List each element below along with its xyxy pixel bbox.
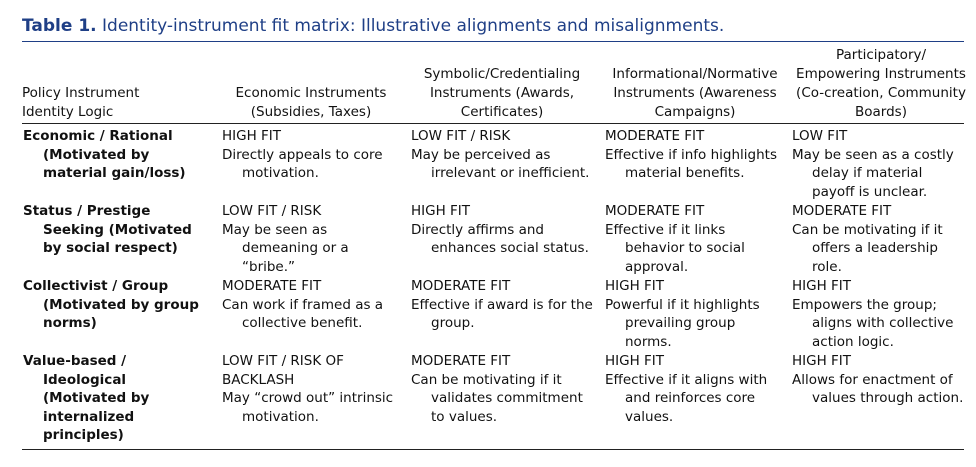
fit-rating: HIGH FIT	[605, 278, 665, 294]
header-rule	[22, 123, 964, 124]
fit-rating: HIGH FIT	[605, 353, 665, 369]
fit-description: May be perceived as irrelevant or inefficient.	[411, 146, 590, 182]
table-caption	[22, 15, 724, 37]
fit-description: Directly affirms and enhances social status.	[411, 221, 589, 257]
fit-rating: HIGH FIT	[792, 353, 852, 369]
table-cell	[605, 127, 785, 183]
fit-description: Effective if award is for the group.	[411, 296, 593, 332]
table-cell	[792, 127, 967, 201]
row-label-economic: Economic / Rational (Motivated by material gain/loss)	[23, 128, 186, 182]
fit-description: Allows for enactment of values through action.	[792, 371, 964, 407]
fit-rating: HIGH FIT	[411, 203, 471, 219]
row-label-status: Status / Prestige Seeking (Motivated by social respect)	[23, 203, 192, 257]
table-cell	[792, 202, 967, 276]
table-caption-text: Identity-instrument fit matrix: Illustrative alignments and misalignments.	[102, 16, 725, 36]
table-cell	[605, 202, 785, 276]
table-cell	[222, 277, 402, 333]
fit-rating: MODERATE FIT	[411, 353, 511, 369]
fit-rating: MODERATE FIT	[605, 128, 705, 144]
table-cell	[411, 277, 597, 333]
header-participatory-instruments: Participatory/ Empowering Instruments (Co-creation, Community Boards)	[796, 47, 966, 120]
header-identity-logic: Policy Instrument Identity Logic	[22, 85, 140, 120]
fit-rating: MODERATE FIT	[222, 278, 322, 294]
fit-description: May “crowd out” intrinsic motivation.	[222, 390, 394, 425]
fit-description: Directly appeals to core motivation.	[222, 146, 383, 182]
header-economic-instruments: Economic Instruments (Subsidies, Taxes)	[235, 85, 387, 120]
table-cell	[605, 277, 785, 351]
table-caption-label: Table 1.	[22, 16, 97, 36]
fit-description: May be seen as a costly delay if material payoff is unclear.	[792, 146, 954, 200]
table-cell	[605, 352, 785, 426]
table-cell	[411, 127, 597, 183]
table-bottom-rule	[22, 449, 964, 450]
table-cell	[222, 352, 402, 426]
fit-description: Can work if framed as a collective benefit.	[222, 296, 384, 332]
fit-rating: MODERATE FIT	[411, 278, 511, 294]
fit-rating: MODERATE FIT	[605, 203, 705, 219]
fit-rating: LOW FIT / RISK OF BACKLASH	[222, 353, 344, 388]
table-cell	[792, 352, 967, 408]
fit-description: Effective if it links behavior to social approval.	[605, 221, 745, 275]
table-cell	[411, 352, 597, 426]
table-cell	[222, 127, 402, 183]
fit-description: Powerful if it highlights prevailing group norms.	[605, 296, 760, 350]
fit-rating: MODERATE FIT	[792, 203, 892, 219]
caption-rule	[22, 41, 964, 42]
fit-description: Empowers the group; aligns with collective action logic.	[792, 296, 954, 350]
fit-rating: HIGH FIT	[792, 278, 852, 294]
row-label-collectivist: Collectivist / Group (Motivated by group norms)	[23, 278, 199, 332]
table-cell	[222, 202, 402, 276]
row-label-value-based: Value-based / Ideological (Motivated by internalized principles)	[23, 353, 150, 444]
fit-description: Can be motivating if it offers a leadership role.	[792, 221, 943, 275]
fit-description: May be seen as demeaning or a “bribe.”	[222, 221, 349, 275]
fit-description: Can be motivating if it validates commitment to values.	[411, 371, 583, 425]
header-informational-instruments: Informational/Normative Instruments (Awareness Campaigns)	[612, 66, 778, 120]
table-cell	[411, 202, 597, 258]
fit-rating: LOW FIT	[792, 128, 848, 144]
header-symbolic-instruments: Symbolic/Credentialing Instruments (Awards, Certificates)	[423, 66, 581, 120]
fit-description: Effective if it aligns with and reinforces core values.	[605, 371, 768, 425]
fit-rating: LOW FIT / RISK	[222, 203, 322, 219]
fit-rating: HIGH FIT	[222, 128, 282, 144]
fit-rating: LOW FIT / RISK	[411, 128, 511, 144]
fit-description: Effective if info highlights material benefits.	[605, 146, 777, 182]
table-cell	[792, 277, 967, 351]
